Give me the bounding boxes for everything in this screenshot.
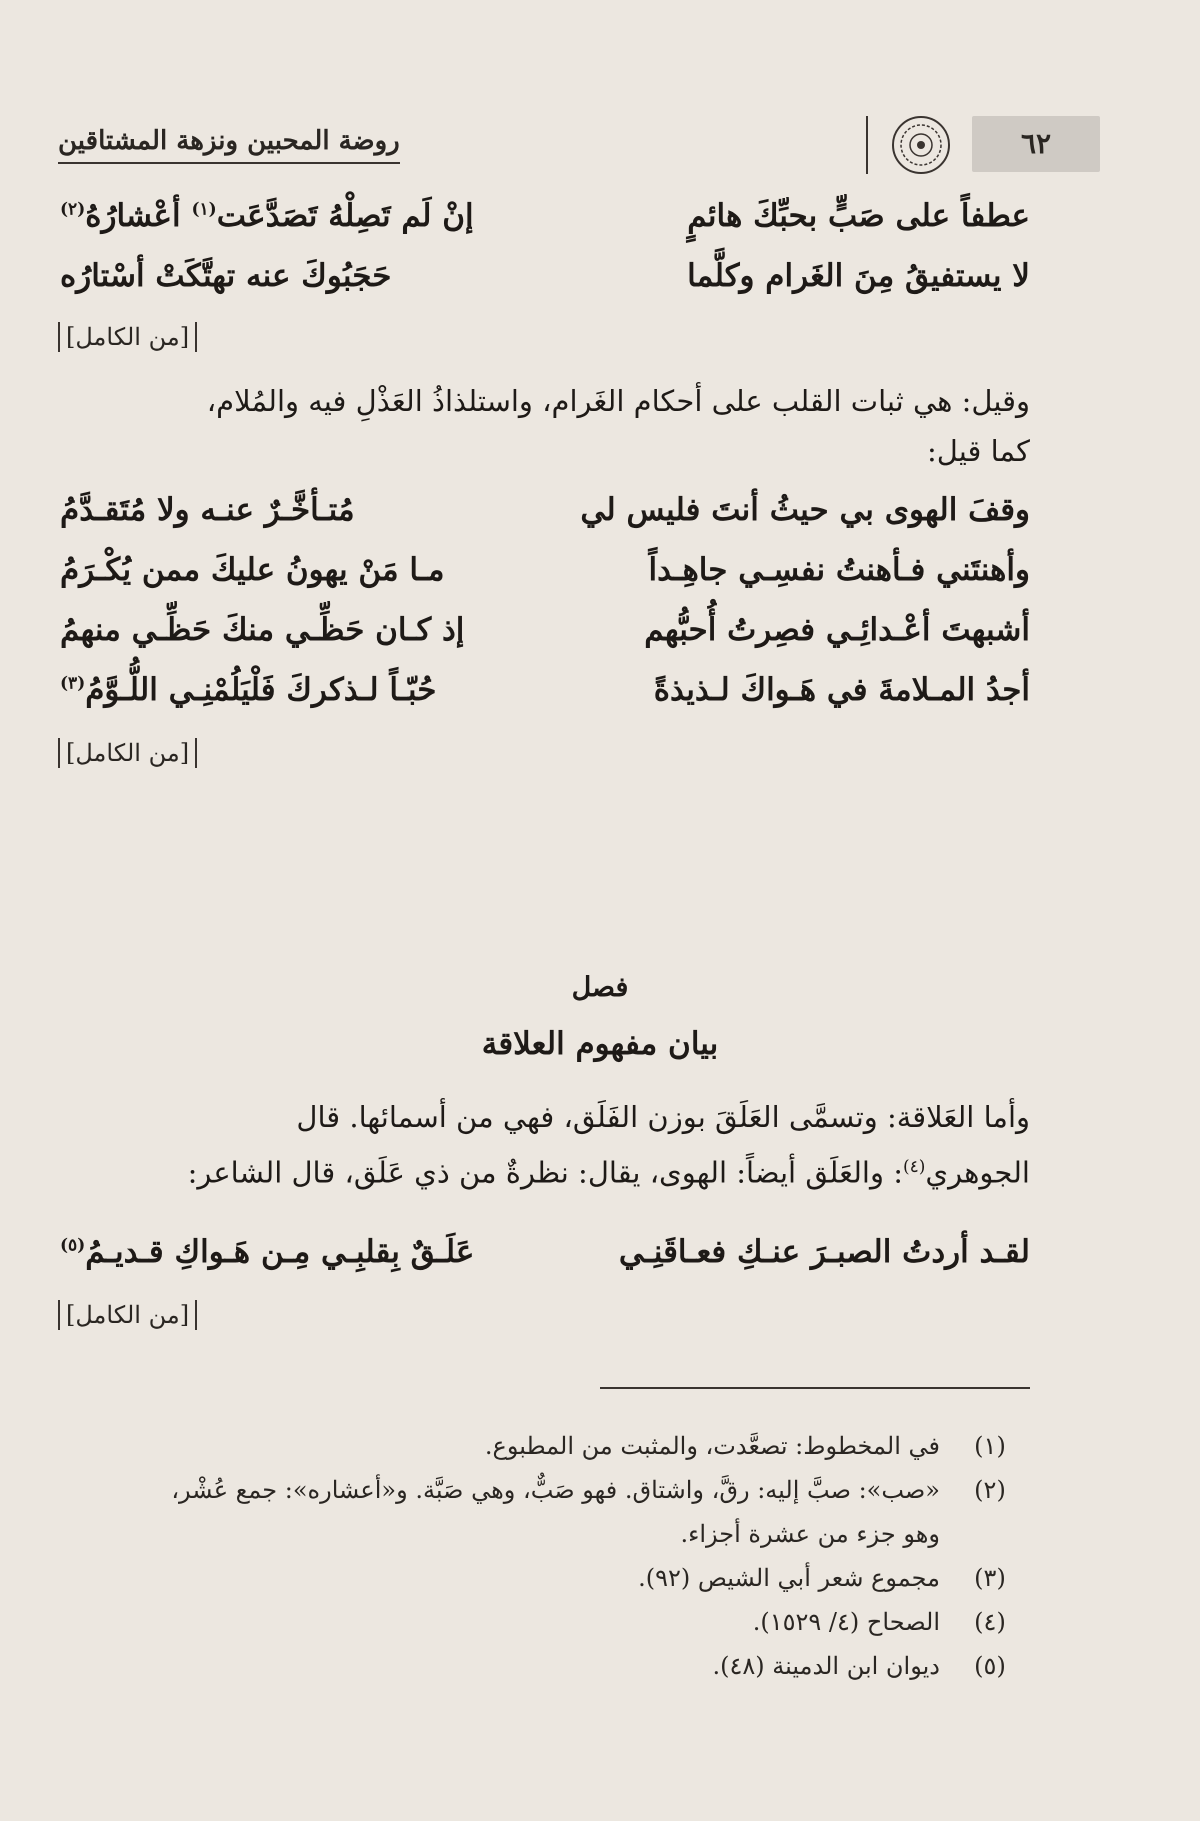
book-title: روضة المحبين ونزهة المشتاقين xyxy=(58,126,400,164)
verse-line xyxy=(60,672,1030,722)
verse-second-hemistich: مـا مَنْ يهونُ عليكَ ممن يُكْـرَمُ xyxy=(60,552,445,588)
verse-second-hemistich: حَجَبُوكَ عنه تهتَّكَتْ أسْتارُه xyxy=(60,258,392,294)
verse-second-hemistich: حُبّـاً لـذكركَ فَلْيَلُمْنِـي اللُّـوَّمُ$^{(٣)}$ xyxy=(60,672,437,708)
footnote-ref: (٥) xyxy=(60,1235,86,1256)
footnote-number: (٤) xyxy=(974,1608,1006,1636)
verse-first-hemistich: أجدُ المـلامةَ في هَـواكَ لـذيذةً xyxy=(653,672,1030,708)
footnote-number: (٣) xyxy=(974,1564,1006,1592)
footnote-ref: (١) xyxy=(191,199,217,220)
verse-first-hemistich: وأهنتَني فـأهنتُ نفسِـي جاهِـداً xyxy=(648,552,1030,588)
verse-line xyxy=(60,552,1030,602)
verse-first-hemistich: لقـد أردتُ الصبـرَ عنـكِ فعـاقَنِـي xyxy=(618,1234,1030,1270)
verse-second-hemistich: مُتـأخَّـرٌ عنـه ولا مُتَقـدَّمُ xyxy=(60,492,355,528)
verse-line xyxy=(60,492,1030,542)
verse-line xyxy=(60,612,1030,662)
footnote-text: الصحاح (٤/ ١٥٢٩). xyxy=(752,1608,940,1636)
footnote-divider xyxy=(600,1387,1030,1389)
page-header xyxy=(58,112,1100,180)
verse-first-hemistich: أشبهتَ أعْـدائِـي فصِرتُ أُحبُّهم xyxy=(644,612,1030,648)
footnote-text: مجموع شعر أبي الشيص (٩٢). xyxy=(638,1564,940,1592)
footnote-text: «صب»: صبَّ إليه: رقَّ، واشتاق. فهو صَبٌّ، وهي صَبَّة. و«أعشاره»: جمع عُشْر، xyxy=(171,1476,940,1504)
section-title: بيان مفهوم العلاقة xyxy=(481,1026,719,1062)
footnote-number: (٥) xyxy=(974,1652,1006,1680)
verse-second-hemistich: إذ كـان حَظِّـي منكَ حَظِّـي منهمُ xyxy=(60,612,465,648)
prose-paragraph xyxy=(58,376,1030,476)
prose-line: الجوهري$^{(٤)}$: والعَلَق أيضاً: الهوى، يقال: نظرةٌ من ذي عَلَق، قال الشاعر: xyxy=(187,1155,1030,1190)
page-number: ٦٢ xyxy=(972,116,1100,172)
verse-second-hemistich: إنْ لَم تَصِلْهُ تَصَدَّعَت$^{(١)}$ أعْشارُهُ$^{(٢)}$ xyxy=(60,198,474,234)
footnote-number: (١) xyxy=(974,1432,1006,1460)
meter-label: [من الكامل] xyxy=(58,322,197,352)
verse-first-hemistich: عطفاً على صَبٍّ بحبِّكَ هائمٍ xyxy=(687,198,1030,234)
footnote-ref: (٤) xyxy=(902,1157,926,1177)
footnote-text: ديوان ابن الدمينة (٤٨). xyxy=(712,1652,940,1680)
verse-first-hemistich: لا يستفيقُ مِنَ الغَرام وكلَّما xyxy=(687,258,1030,294)
section-label: فصل xyxy=(571,972,629,1003)
prose-line: وأما العَلاقة: وتسمَّى العَلَقَ بوزن الفَلَق، فهي من أسمائها. قال xyxy=(296,1100,1030,1134)
footnote-text: وهو جزء من عشرة أجزاء. xyxy=(680,1520,940,1548)
verse-first-hemistich: وقفَ الهوى بي حيثُ أنتَ فليس لي xyxy=(580,492,1030,528)
verse-line xyxy=(60,258,1030,308)
header-divider xyxy=(866,116,868,174)
verse-line xyxy=(60,1234,1030,1284)
ornament-icon xyxy=(890,114,952,176)
verse-line xyxy=(60,198,1030,248)
prose-line: كما قيل: xyxy=(927,434,1030,468)
footnote-text: في المخطوط: تصعَّدت، والمثبت من المطبوع. xyxy=(484,1432,940,1460)
meter-label: [من الكامل] xyxy=(58,738,197,768)
verse-second-hemistich: عَلَـقٌ بِقلبِـي مِـن هَـواكِ قـديـمُ$^{(٥)}$ xyxy=(60,1234,475,1270)
meter-label: [من الكامل] xyxy=(58,1300,197,1330)
footnote-ref: (٣) xyxy=(60,673,86,694)
footnote-ref: (٢) xyxy=(60,199,86,220)
prose-paragraph xyxy=(58,1092,1030,1198)
prose-line: وقيل: هي ثبات القلب على أحكام الغَرام، واستلذاذُ العَذْلِ فيه والمُلام، xyxy=(206,384,1030,418)
footnote-number: (٢) xyxy=(974,1476,1006,1504)
